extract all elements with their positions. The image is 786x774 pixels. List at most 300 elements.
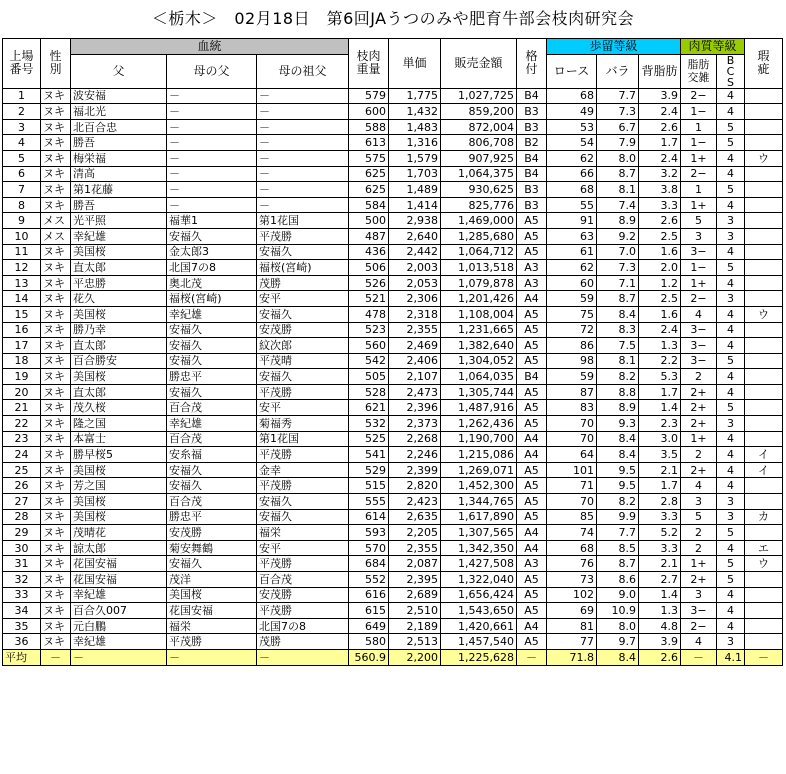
cell-bcs: 4 <box>717 384 745 400</box>
cell-rib: 8.4 <box>597 306 639 322</box>
cell-dam-grandsire: 安福久 <box>257 244 349 260</box>
cell-sex: ヌキ <box>41 338 71 354</box>
cell-sales-amount: 1,382,640 <box>441 338 517 354</box>
cell-weight: 615 <box>349 603 389 619</box>
cell-dam-sire: 幸紀雄 <box>167 306 257 322</box>
header-sales-amount: 販売金額 <box>441 39 517 89</box>
cell-weight: 526 <box>349 275 389 291</box>
cell-weight: 552 <box>349 572 389 588</box>
cell-sales-amount: 930,625 <box>441 182 517 198</box>
header-weight: 枝肉 重量 <box>349 39 389 89</box>
cell-lot-no: 11 <box>3 244 41 260</box>
cell-back-fat: 3.0 <box>639 431 681 447</box>
average-label: 平均 <box>3 649 41 665</box>
cell-sire: 波安福 <box>71 88 167 104</box>
cell-loin: 86 <box>547 338 597 354</box>
cell-sales-amount: 1,190,700 <box>441 431 517 447</box>
cell-sales-amount: 1,342,350 <box>441 540 517 556</box>
cell-rib: 7.0 <box>597 244 639 260</box>
cell-sex: ヌキ <box>41 306 71 322</box>
cell-lot-no: 21 <box>3 400 41 416</box>
cell-unit-price: 2,268 <box>389 431 441 447</box>
cell-lot-no: 17 <box>3 338 41 354</box>
cell-lot-no: 5 <box>3 150 41 166</box>
table-row <box>3 213 783 229</box>
table-row <box>3 416 783 432</box>
cell-sales-amount: 1,027,725 <box>441 88 517 104</box>
cell-unit-price: 2,355 <box>389 540 441 556</box>
cell-sex: ヌキ <box>41 447 71 463</box>
cell-lot-no: 20 <box>3 384 41 400</box>
cell-dam-grandsire: － <box>257 182 349 198</box>
cell-lot-no: 13 <box>3 275 41 291</box>
cell-lot-no: 18 <box>3 353 41 369</box>
cell-sire: 梅栄福 <box>71 150 167 166</box>
cell-weight: 614 <box>349 509 389 525</box>
cell-marbling: 2+ <box>681 462 717 478</box>
cell-sales-amount: 872,004 <box>441 119 517 135</box>
cell-back-fat: 1.2 <box>639 275 681 291</box>
cell-unit-price: 2,373 <box>389 416 441 432</box>
cell-weight: 560 <box>349 338 389 354</box>
cell-back-fat: 2.4 <box>639 104 681 120</box>
average-marbling: － <box>681 649 717 665</box>
cell-dam-sire: 安福久 <box>167 228 257 244</box>
cell-marbling: 2 <box>681 540 717 556</box>
cell-unit-price: 2,395 <box>389 572 441 588</box>
cell-loin: 75 <box>547 306 597 322</box>
cell-defect <box>745 182 783 198</box>
cell-lot-no: 36 <box>3 634 41 650</box>
cell-sales-amount: 1,487,916 <box>441 400 517 416</box>
average-back-fat: 2.6 <box>639 649 681 665</box>
cell-defect <box>745 119 783 135</box>
cell-lot-no: 1 <box>3 88 41 104</box>
cell-unit-price: 1,579 <box>389 150 441 166</box>
cell-back-fat: 2.7 <box>639 572 681 588</box>
cell-bcs: 4 <box>717 104 745 120</box>
table-row <box>3 150 783 166</box>
cell-sex: ヌキ <box>41 104 71 120</box>
cell-sire: 勝吾 <box>71 197 167 213</box>
cell-defect <box>745 166 783 182</box>
cell-rib: 8.9 <box>597 400 639 416</box>
cell-loin: 83 <box>547 400 597 416</box>
cell-bcs: 4 <box>717 88 745 104</box>
cell-loin: 74 <box>547 525 597 541</box>
cell-rib: 7.7 <box>597 525 639 541</box>
cell-dam-sire: 安福久 <box>167 478 257 494</box>
cell-loin: 85 <box>547 509 597 525</box>
cell-unit-price: 2,053 <box>389 275 441 291</box>
cell-sales-amount: 806,708 <box>441 135 517 151</box>
cell-defect <box>745 525 783 541</box>
cell-weight: 436 <box>349 244 389 260</box>
cell-lot-no: 28 <box>3 509 41 525</box>
cell-sex: ヌキ <box>41 603 71 619</box>
cell-loin: 71 <box>547 478 597 494</box>
cell-marbling: 2 <box>681 369 717 385</box>
cell-grade: B3 <box>517 182 547 198</box>
cell-loin: 59 <box>547 369 597 385</box>
cell-grade: B4 <box>517 88 547 104</box>
cell-lot-no: 27 <box>3 494 41 510</box>
cell-grade: A5 <box>517 228 547 244</box>
cell-loin: 62 <box>547 150 597 166</box>
cell-loin: 55 <box>547 197 597 213</box>
cell-sire: 直太郎 <box>71 338 167 354</box>
cell-unit-price: 2,423 <box>389 494 441 510</box>
cell-grade: A5 <box>517 587 547 603</box>
cell-dam-grandsire: － <box>257 150 349 166</box>
cell-defect <box>745 634 783 650</box>
cell-bcs: 4 <box>717 618 745 634</box>
cell-marbling: 2− <box>681 88 717 104</box>
cell-back-fat: 2.5 <box>639 291 681 307</box>
cell-back-fat: 2.0 <box>639 260 681 276</box>
cell-marbling: 2− <box>681 618 717 634</box>
table-row <box>3 197 783 213</box>
cell-marbling: 2 <box>681 525 717 541</box>
header-yield-grade: 歩留等級 <box>547 39 681 55</box>
cell-marbling: 1 <box>681 119 717 135</box>
cell-back-fat: 2.4 <box>639 150 681 166</box>
cell-dam-sire: 福栄 <box>167 618 257 634</box>
average-weight: 560.9 <box>349 649 389 665</box>
cell-rib: 8.1 <box>597 182 639 198</box>
cell-sales-amount: 1,269,071 <box>441 462 517 478</box>
cell-loin: 69 <box>547 603 597 619</box>
cell-grade: A5 <box>517 400 547 416</box>
carcass-results-table <box>2 38 783 666</box>
header-back-fat: 背脂肪 <box>639 54 681 88</box>
cell-bcs: 4 <box>717 275 745 291</box>
cell-sire: 勝早桜5 <box>71 447 167 463</box>
cell-loin: 54 <box>547 135 597 151</box>
cell-dam-grandsire: 平茂勝 <box>257 478 349 494</box>
cell-dam-grandsire: 百合茂 <box>257 572 349 588</box>
cell-bcs: 5 <box>717 556 745 572</box>
cell-weight: 478 <box>349 306 389 322</box>
cell-weight: 487 <box>349 228 389 244</box>
cell-dam-sire: 金太郎3 <box>167 244 257 260</box>
cell-unit-price: 2,635 <box>389 509 441 525</box>
cell-sales-amount: 1,064,375 <box>441 166 517 182</box>
cell-dam-sire: 安福久 <box>167 338 257 354</box>
cell-weight: 580 <box>349 634 389 650</box>
cell-marbling: 3 <box>681 587 717 603</box>
cell-dam-grandsire: 菊福秀 <box>257 416 349 432</box>
cell-defect <box>745 197 783 213</box>
cell-bcs: 4 <box>717 369 745 385</box>
table-row <box>3 478 783 494</box>
cell-sales-amount: 1,617,890 <box>441 509 517 525</box>
cell-sire: 幸紀雄 <box>71 634 167 650</box>
cell-sire: 茂晴花 <box>71 525 167 541</box>
cell-grade: A5 <box>517 572 547 588</box>
cell-dam-sire: 美国桜 <box>167 587 257 603</box>
cell-loin: 53 <box>547 119 597 135</box>
cell-dam-grandsire: 安福久 <box>257 494 349 510</box>
cell-bcs: 4 <box>717 166 745 182</box>
cell-back-fat: 2.4 <box>639 322 681 338</box>
cell-dam-grandsire: 安茂勝 <box>257 322 349 338</box>
cell-sex: ヌキ <box>41 572 71 588</box>
header-pedigree: 血統 <box>71 39 349 55</box>
cell-unit-price: 2,355 <box>389 322 441 338</box>
cell-defect <box>745 400 783 416</box>
average-grade: － <box>517 649 547 665</box>
header-quality-grade: 肉質等級 <box>681 39 745 55</box>
cell-defect <box>745 228 783 244</box>
cell-sex: ヌキ <box>41 275 71 291</box>
cell-weight: 575 <box>349 150 389 166</box>
cell-sire: 元白鵬 <box>71 618 167 634</box>
cell-back-fat: 1.4 <box>639 587 681 603</box>
cell-rib: 7.4 <box>597 197 639 213</box>
cell-weight: 528 <box>349 384 389 400</box>
cell-weight: 523 <box>349 322 389 338</box>
cell-lot-no: 25 <box>3 462 41 478</box>
cell-rib: 8.2 <box>597 369 639 385</box>
header-defect: 瑕 疵 <box>745 39 783 89</box>
cell-marbling: 3 <box>681 228 717 244</box>
cell-sales-amount: 1,215,086 <box>441 447 517 463</box>
cell-rib: 8.4 <box>597 431 639 447</box>
cell-bcs: 4 <box>717 603 745 619</box>
cell-unit-price: 1,432 <box>389 104 441 120</box>
cell-sex: ヌキ <box>41 587 71 603</box>
header-dam-sire: 母の父 <box>167 54 257 88</box>
table-row <box>3 400 783 416</box>
cell-sales-amount: 1,344,765 <box>441 494 517 510</box>
cell-marbling: 1+ <box>681 275 717 291</box>
table-row <box>3 369 783 385</box>
table-row <box>3 182 783 198</box>
cell-marbling: 3− <box>681 603 717 619</box>
cell-rib: 9.7 <box>597 634 639 650</box>
cell-defect <box>745 478 783 494</box>
cell-defect <box>745 384 783 400</box>
cell-bcs: 4 <box>717 322 745 338</box>
cell-sales-amount: 825,776 <box>441 197 517 213</box>
cell-weight: 505 <box>349 369 389 385</box>
cell-defect <box>745 338 783 354</box>
cell-sales-amount: 1,420,661 <box>441 618 517 634</box>
cell-sales-amount: 1,262,436 <box>441 416 517 432</box>
cell-dam-grandsire: 平茂晴 <box>257 353 349 369</box>
cell-loin: 62 <box>547 260 597 276</box>
cell-back-fat: 2.5 <box>639 228 681 244</box>
cell-lot-no: 24 <box>3 447 41 463</box>
cell-unit-price: 2,246 <box>389 447 441 463</box>
cell-back-fat: 2.3 <box>639 416 681 432</box>
cell-sales-amount: 1,285,680 <box>441 228 517 244</box>
cell-bcs: 4 <box>717 150 745 166</box>
cell-lot-no: 33 <box>3 587 41 603</box>
cell-dam-grandsire: 安平 <box>257 540 349 556</box>
cell-dam-sire: － <box>167 88 257 104</box>
cell-rib: 7.7 <box>597 88 639 104</box>
cell-back-fat: 3.3 <box>639 509 681 525</box>
cell-sex: ヌキ <box>41 182 71 198</box>
cell-rib: 8.7 <box>597 291 639 307</box>
cell-weight: 542 <box>349 353 389 369</box>
cell-sex: ヌキ <box>41 525 71 541</box>
cell-sire: 花久 <box>71 291 167 307</box>
table-row <box>3 244 783 260</box>
cell-dam-sire: － <box>167 197 257 213</box>
cell-sex: ヌキ <box>41 634 71 650</box>
cell-lot-no: 23 <box>3 431 41 447</box>
table-row <box>3 228 783 244</box>
header-sex: 性 別 <box>41 39 71 89</box>
table-row <box>3 431 783 447</box>
cell-sex: ヌキ <box>41 462 71 478</box>
table-row <box>3 540 783 556</box>
cell-sex: ヌキ <box>41 416 71 432</box>
cell-loin: 70 <box>547 431 597 447</box>
cell-back-fat: 3.9 <box>639 88 681 104</box>
cell-dam-sire: 百合茂 <box>167 494 257 510</box>
cell-sire: 花国安福 <box>71 556 167 572</box>
cell-unit-price: 1,489 <box>389 182 441 198</box>
cell-weight: 541 <box>349 447 389 463</box>
cell-dam-sire: 平茂勝 <box>167 634 257 650</box>
cell-back-fat: 1.7 <box>639 135 681 151</box>
cell-defect <box>745 572 783 588</box>
cell-loin: 70 <box>547 416 597 432</box>
cell-weight: 625 <box>349 166 389 182</box>
cell-weight: 521 <box>349 291 389 307</box>
cell-dam-grandsire: 金幸 <box>257 462 349 478</box>
cell-sales-amount: 1,013,518 <box>441 260 517 276</box>
cell-dam-sire: 安福久 <box>167 556 257 572</box>
cell-sales-amount: 1,307,565 <box>441 525 517 541</box>
cell-sex: ヌキ <box>41 540 71 556</box>
cell-sire: 勝吾 <box>71 135 167 151</box>
cell-lot-no: 26 <box>3 478 41 494</box>
cell-dam-sire: 幸紀雄 <box>167 416 257 432</box>
cell-grade: A4 <box>517 540 547 556</box>
cell-rib: 8.0 <box>597 150 639 166</box>
cell-bcs: 4 <box>717 540 745 556</box>
cell-sex: ヌキ <box>41 618 71 634</box>
cell-dam-grandsire: 安平 <box>257 291 349 307</box>
cell-sire: 平忠勝 <box>71 275 167 291</box>
cell-lot-no: 22 <box>3 416 41 432</box>
cell-marbling: 1+ <box>681 150 717 166</box>
cell-grade: A4 <box>517 525 547 541</box>
cell-grade: A4 <box>517 431 547 447</box>
cell-sire: 諒太郎 <box>71 540 167 556</box>
cell-rib: 8.4 <box>597 447 639 463</box>
cell-grade: A3 <box>517 556 547 572</box>
cell-loin: 91 <box>547 213 597 229</box>
cell-dam-sire: 安福久 <box>167 322 257 338</box>
cell-rib: 9.9 <box>597 509 639 525</box>
cell-loin: 77 <box>547 634 597 650</box>
table-row <box>3 384 783 400</box>
table-row <box>3 556 783 572</box>
cell-marbling: 1 <box>681 182 717 198</box>
cell-lot-no: 12 <box>3 260 41 276</box>
table-row <box>3 603 783 619</box>
cell-grade: A5 <box>517 634 547 650</box>
cell-dam-grandsire: 安福久 <box>257 509 349 525</box>
cell-sex: ヌキ <box>41 556 71 572</box>
cell-sales-amount: 1,231,665 <box>441 322 517 338</box>
cell-sire: 美国桜 <box>71 369 167 385</box>
cell-loin: 66 <box>547 166 597 182</box>
cell-defect <box>745 244 783 260</box>
table-header <box>3 39 783 89</box>
cell-back-fat: 4.8 <box>639 618 681 634</box>
cell-grade: B2 <box>517 135 547 151</box>
cell-marbling: 3− <box>681 322 717 338</box>
cell-lot-no: 10 <box>3 228 41 244</box>
table-row <box>3 135 783 151</box>
header-marbling: 脂肪 交雑 <box>681 54 717 88</box>
cell-dam-grandsire: 紋次郎 <box>257 338 349 354</box>
cell-lot-no: 3 <box>3 119 41 135</box>
table-row <box>3 338 783 354</box>
cell-sex: ヌキ <box>41 478 71 494</box>
cell-sales-amount: 1,304,052 <box>441 353 517 369</box>
cell-marbling: 1+ <box>681 431 717 447</box>
cell-bcs: 3 <box>717 416 745 432</box>
cell-dam-grandsire: 平茂勝 <box>257 603 349 619</box>
cell-sales-amount: 907,925 <box>441 150 517 166</box>
cell-unit-price: 2,107 <box>389 369 441 385</box>
cell-sales-amount: 1,108,004 <box>441 306 517 322</box>
cell-grade: B3 <box>517 104 547 120</box>
cell-marbling: 4 <box>681 478 717 494</box>
cell-rib: 8.1 <box>597 353 639 369</box>
cell-dam-grandsire: 第1花国 <box>257 431 349 447</box>
cell-sire: 幸紀雄 <box>71 228 167 244</box>
cell-weight: 570 <box>349 540 389 556</box>
cell-sire: 本富士 <box>71 431 167 447</box>
cell-defect <box>745 275 783 291</box>
cell-loin: 73 <box>547 572 597 588</box>
header-lot-no: 上場 番号 <box>3 39 41 89</box>
cell-bcs: 5 <box>717 260 745 276</box>
cell-back-fat: 5.3 <box>639 369 681 385</box>
cell-grade: A5 <box>517 322 547 338</box>
cell-defect: ウ <box>745 306 783 322</box>
table-row <box>3 634 783 650</box>
cell-weight: 625 <box>349 182 389 198</box>
cell-back-fat: 1.6 <box>639 244 681 260</box>
cell-marbling: 3− <box>681 353 717 369</box>
cell-lot-no: 29 <box>3 525 41 541</box>
cell-weight: 621 <box>349 400 389 416</box>
cell-rib: 9.3 <box>597 416 639 432</box>
cell-lot-no: 32 <box>3 572 41 588</box>
header-unit-price: 単価 <box>389 39 441 89</box>
table-row <box>3 525 783 541</box>
cell-back-fat: 1.7 <box>639 478 681 494</box>
cell-rib: 9.0 <box>597 587 639 603</box>
cell-rib: 9.5 <box>597 478 639 494</box>
cell-weight: 579 <box>349 88 389 104</box>
cell-dam-grandsire: － <box>257 119 349 135</box>
cell-unit-price: 1,775 <box>389 88 441 104</box>
cell-back-fat: 5.2 <box>639 525 681 541</box>
cell-weight: 555 <box>349 494 389 510</box>
cell-grade: A5 <box>517 213 547 229</box>
